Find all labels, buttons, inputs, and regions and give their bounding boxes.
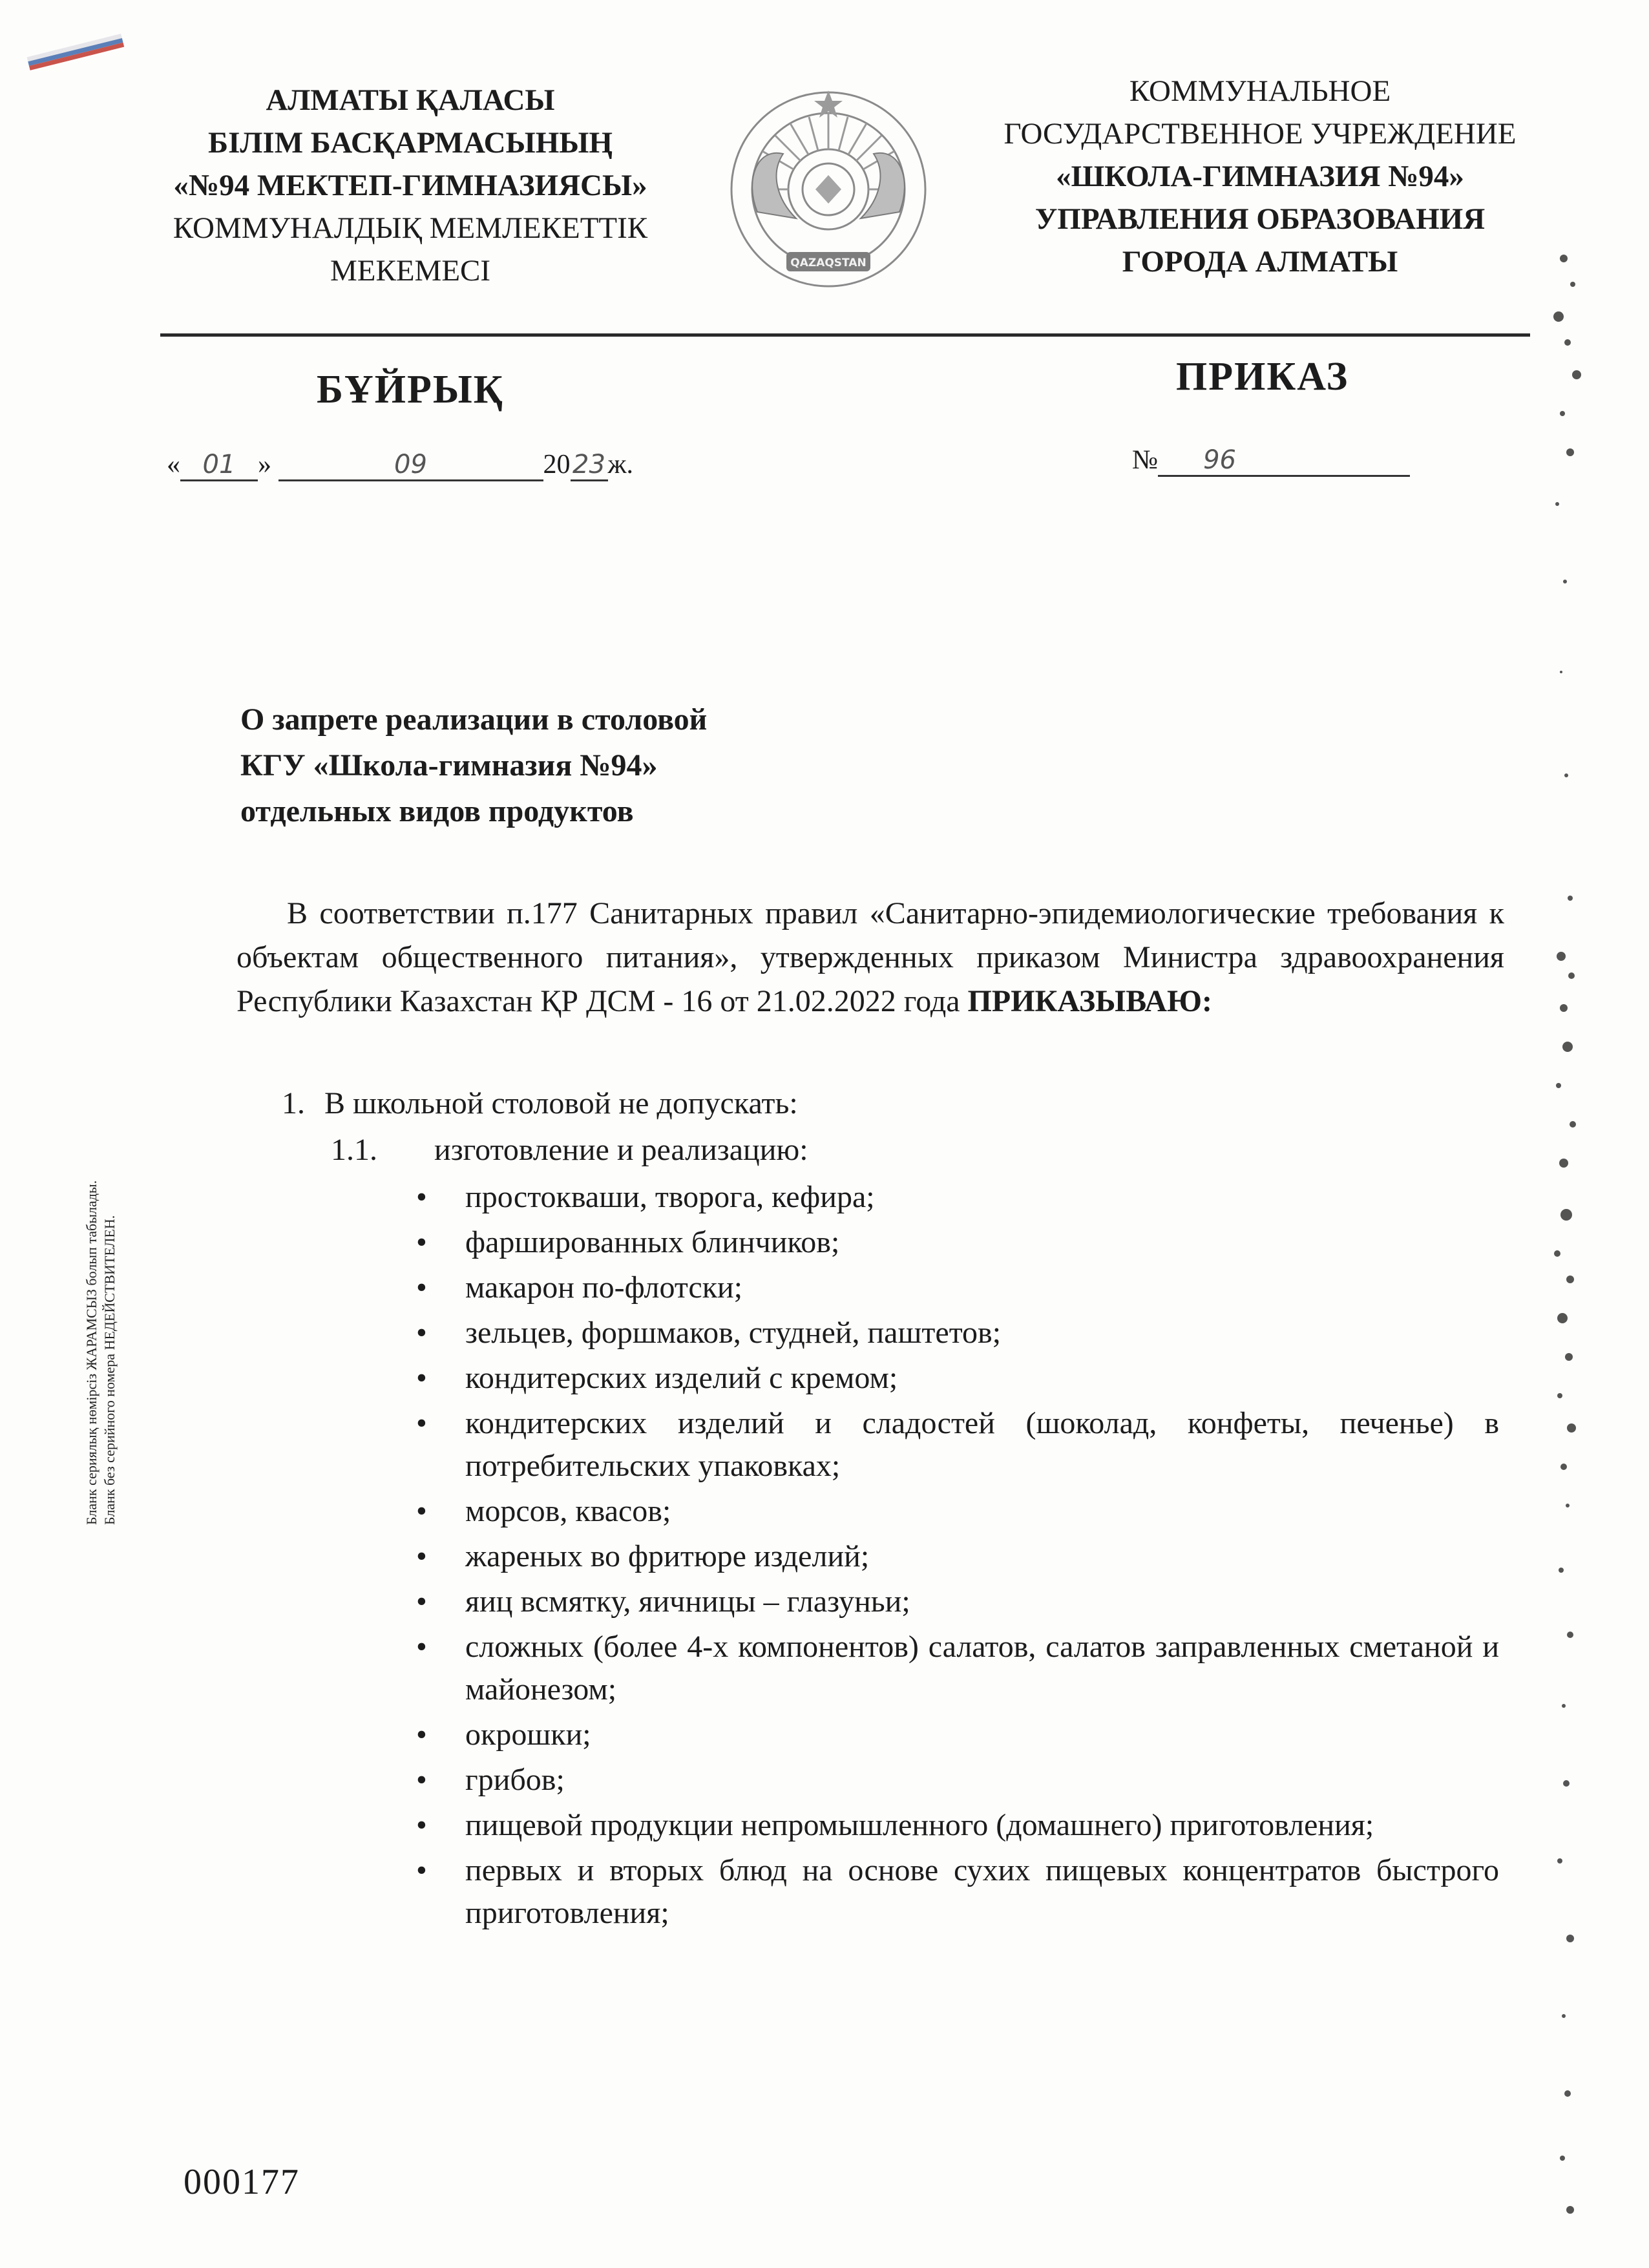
list-item: • первых и вторых блюд на основе сухих пищевых концентратов быстрого приготовления; — [414, 1849, 1499, 1935]
order-number — [1132, 445, 1410, 477]
item1-1-label: 1.1. — [331, 1133, 377, 1167]
header-kz-line5: МЕКЕМЕСІ — [330, 254, 491, 288]
date-close-quote: » — [258, 450, 271, 479]
document-title-kz: БҰЙРЫҚ — [317, 368, 504, 412]
header-ru-line1: КОММУНАЛЬНОЕ — [1129, 74, 1391, 108]
list-item: • фаршированных блинчиков; — [414, 1221, 1499, 1264]
header-ru-line2: ГОСУДАРСТВЕННОЕ УЧРЕЖДЕНИЕ — [1003, 117, 1517, 151]
corner-stripe — [27, 34, 125, 71]
list-item: • зельцев, форшмаков, студней, паштетов; — [414, 1312, 1499, 1354]
blank-serial-note — [83, 1181, 119, 1525]
item1-label: 1. — [282, 1086, 305, 1120]
emblem-label: QAZAQSTAN — [790, 257, 867, 269]
date-open-quote: « — [167, 450, 180, 479]
subject-line2: КГУ «Школа-гимназия №94» — [240, 748, 658, 782]
header-kazakh — [142, 79, 678, 292]
item1-1-text: изготовление и реализацию: — [434, 1133, 808, 1167]
header-ru-line4: УПРАВЛЕНИЯ ОБРАЗОВАНИЯ — [1035, 202, 1486, 236]
date-suffix: ж. — [607, 450, 634, 479]
header-divider — [160, 333, 1530, 337]
preamble-text: В соответствии п.177 Санитарных правил «Санитарно-эпидемиологические требования к объектам общественного питания», утвержденных приказом Министра здравоохранения Республики Казахстан ҚР ДСМ - 16 от 21.02.2022 года — [236, 896, 1504, 1018]
subject-line1: О запрете реализации в столовой — [240, 702, 708, 737]
date-month: 09 — [278, 450, 543, 481]
date-year-suffix: 23 — [571, 450, 608, 481]
list-item: • простокваши, творога, кефира; — [414, 1176, 1499, 1219]
number-prefix: № — [1132, 445, 1159, 475]
header-ru-line3: «ШКОЛА-ГИМНАЗИЯ №94» — [1056, 160, 1464, 193]
item1-text: В школьной столовой не допускать: — [324, 1086, 798, 1120]
prohibited-products-list — [414, 1176, 1499, 1937]
list-item: • сложных (более 4-х компонентов) салатов, салатов заправленных сметаной и майонезом; — [414, 1626, 1499, 1711]
document-title-ru: ПРИКАЗ — [1176, 355, 1349, 399]
list-item: • яиц всмятку, яичницы – глазуньи; — [414, 1580, 1499, 1623]
header-kz-line1: АЛМАТЫ ҚАЛАСЫ — [266, 83, 555, 117]
subject-line3: отдельных видов продуктов — [240, 794, 634, 828]
list-item: • окрошки; — [414, 1714, 1499, 1756]
preamble-command: ПРИКАЗЫВАЮ: — [967, 984, 1212, 1018]
list-item: • грибов; — [414, 1759, 1499, 1801]
scan-speckles — [1525, 246, 1649, 2249]
preamble-paragraph — [236, 892, 1504, 1024]
list-item: • жареных во фритюре изделий; — [414, 1535, 1499, 1578]
date-year-prefix: 20 — [543, 450, 571, 479]
side-note-line1: Бланк сериялық нөмірсіз ЖАРАМСЫЗ болып табылады. — [83, 1180, 100, 1525]
order-subject — [240, 697, 707, 834]
list-item: • макарон по-флотски; — [414, 1266, 1499, 1309]
header-russian — [963, 70, 1557, 283]
header-kz-line4: КОММУНАЛДЫҚ МЕМЛЕКЕТТІК — [173, 211, 648, 245]
date-day: 01 — [180, 450, 258, 481]
order-item-1-1 — [331, 1132, 808, 1168]
list-item: • пищевой продукции непромышленного (домашнего) приготовления; — [414, 1804, 1499, 1847]
side-note-line2: Бланк без серийного номера НЕДЕЙСТВИТЕЛЕН. — [101, 1215, 118, 1525]
header-kz-line3: «№94 МЕКТЕП-ГИМНАЗИЯСЫ» — [173, 169, 647, 202]
order-item-1 — [282, 1086, 798, 1121]
number-value: 96 — [1158, 445, 1410, 477]
list-item: • морсов, квасов; — [414, 1490, 1499, 1533]
blank-serial-number: 000177 — [184, 2162, 300, 2202]
header-kz-line2: БІЛІМ БАСҚАРМАСЫНЫҢ — [208, 126, 613, 160]
order-date — [167, 449, 633, 481]
list-item: • кондитерских изделий и сладостей (шоколад, конфеты, печенье) в потребительских упаковках; — [414, 1402, 1499, 1487]
state-emblem-icon — [719, 83, 938, 302]
list-item: • кондитерских изделий с кремом; — [414, 1357, 1499, 1400]
header-ru-line5: ГОРОДА АЛМАТЫ — [1122, 245, 1398, 278]
